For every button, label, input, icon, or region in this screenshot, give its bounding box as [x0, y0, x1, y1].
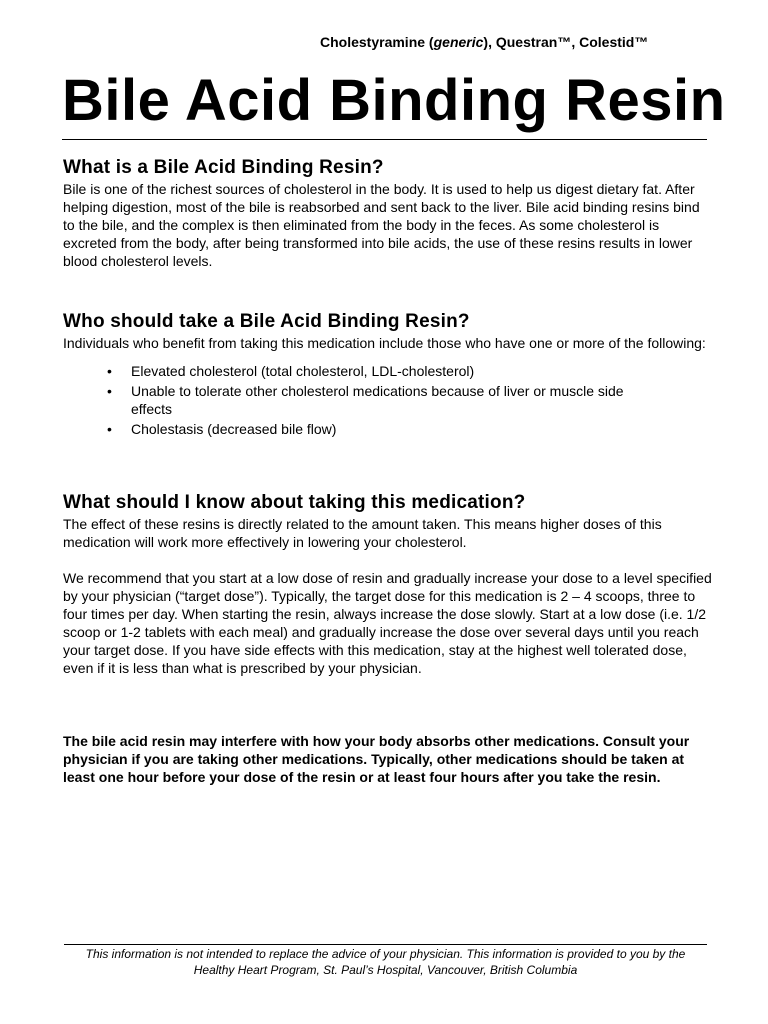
section-paragraph: The effect of these resins is directly related to the amount taken. This means higher doses of this medication will work more effectively in lowering your cholesterol. [63, 516, 662, 550]
drug-names: Cholestyramine (generic), Questran™, Colestid™ [320, 34, 649, 50]
footer-disclaimer: This information is not intended to replace the advice of your physician. This information is provided to you by the Healthy Heart Program, St. Paul’s Hospital, Vancouver, British Columbia [85, 947, 686, 977]
section-what-to-know [63, 491, 713, 677]
drug-name-prefix: Cholestyramine [320, 34, 426, 50]
section-who-should-take [63, 310, 713, 440]
footer-divider [64, 944, 707, 945]
section-paragraph: We recommend that you start at a low dose of resin and gradually increase your dose to a level specified by your physician (“target dose”). Typically, the target dose for this medication is 2 – 4 scoops, three to four times per day. When starting the resin, always increase the dose slowly. Start at a low dose (i.e. 1/2 scoop or 1-2 tablets with each meal) and gradually increase the dose over several days until you reach your target dose. If you have side effects with this medication, stay at the highest well tolerated dose, even if it is less than what is prescribed by your physician. [63, 570, 712, 676]
drug-name-suffix: ), Questran™, Colestid™ [483, 34, 649, 50]
page-title: Bile Acid Binding Resin [62, 68, 726, 133]
title-divider [62, 139, 707, 140]
section-paragraph: Individuals who benefit from taking this medication include those who have one or more of the following: [63, 335, 706, 351]
drug-name-generic: generic [433, 34, 484, 50]
indications-list [63, 362, 713, 438]
medication-interaction-warning: The bile acid resin may interfere with how your body absorbs other medications. Consult your physician if you are taking other medications. Typically, other medications should be taken at least one hour before your dose of the resin or at least four hours after you take the resin. [63, 733, 690, 785]
section-paragraph: Bile is one of the richest sources of cholesterol in the body. It is used to help us digest dietary fat. After helping digestion, most of the bile is reabsorbed and sent back to the liver. Bile acid binding resins bind to the bile, and the complex is then eliminated from the body in the feces. As some cholesterol is excreted from the body, after being transformed into bile acids, the use of these resins results in lower blood cholesterol levels. [63, 181, 700, 269]
section-heading: What should I know about taking this medication? [63, 492, 526, 513]
section-what-is [63, 156, 713, 270]
list-item: • Cholestasis (decreased bile flow) [131, 420, 713, 438]
section-heading: What is a Bile Acid Binding Resin? [63, 157, 384, 178]
list-item: • Unable to tolerate other cholesterol medications because of liver or muscle side effects [131, 382, 713, 418]
section-heading: Who should take a Bile Acid Binding Resin? [63, 311, 470, 332]
list-item: • Elevated cholesterol (total cholesterol, LDL-cholesterol) [131, 362, 713, 380]
